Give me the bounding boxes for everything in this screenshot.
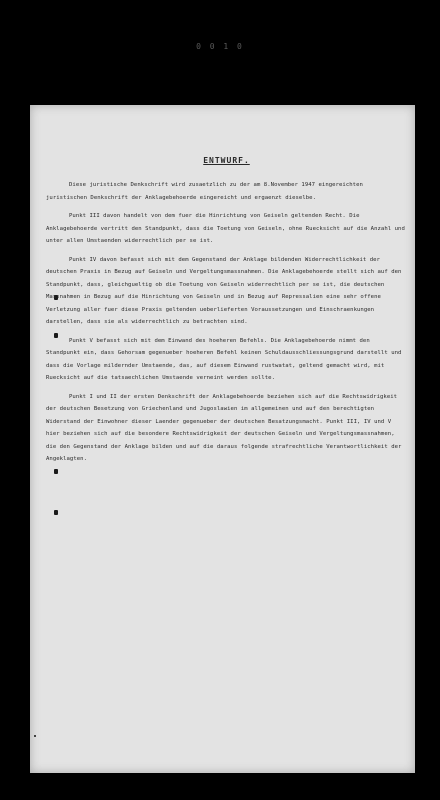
paragraph-3: Punkt IV davon befasst sich mit dem Gegenstand der Anklage bildenden Widerrechtlichkeit der deutschen Praxis in Bezug auf Geiseln und Vergeltungsmassnahmen. Die Anklagebehoerde stellt sich auf den Standpunkt, dass, gleichgueltig ob die Toetung von Geiseln widerrechtlich per se ist, die deutschen Massnahmen in Bezug auf die Hinrichtung von Geiseln und in Bezug auf Repressalien eine sehr offene Verletzung aller fuer diese Praxis geltenden ueberlieferten Voraussetzungen und Einschraenkungen darstellen, dass sie als widerrechtlich zu betrachten sind.: [46, 256, 402, 325]
document-body: [46, 119, 407, 472]
frame-reference: 0 0 1 0: [196, 42, 244, 51]
paragraph-4: Punkt V befasst sich mit dem Einwand des hoeheren Befehls. Die Anklagebehoerde nimmt den Standpunkt ein, dass Gehorsam gegenueber hoeheren Befehl keinen Schuldausschliessungsgrund darstellt und dass die Vorlage mildernder Umstaende, das, auf diesem Einwand rustwatat, geltend gemacht wird, mit Ruecksicht auf die tatsaechlichen Umstaende verneint werden sollte.: [46, 337, 402, 381]
page-speck: [34, 735, 36, 737]
paragraph-1: Diese juristische Denkschrift wird zusaetzlich zu der am 8.November 1947 eingereichten juristischen Denkschrift der Anklagebehoerde eingereicht und ergaenzt dieselbe.: [46, 182, 363, 201]
document-heading: ENTWURF.: [203, 156, 250, 165]
punch-hole: [54, 510, 58, 515]
paragraph-2: Punkt III davon handelt von dem fuer die Hinrichtung von Geiseln geltenden Recht. Die Anklagebehoerde vertritt den Standpunkt, dass die Toetung von Geiseln, ohne Ruecksicht auf die Anzahl und unter allen Umstaenden widerrechtlich per se ist.: [46, 213, 405, 244]
document-page: [30, 105, 415, 773]
paragraph-5: Punkt I und II der ersten Denkschrift der Anklagebehoerde beziehen sich auf die Rechtswidrigkeit der deutschen Besetzung von Griechenland und Jugoslawien im allgemeinen und auf den berechtigten Widerstand der Einwohner dieser Laender gegenueber der deutschen Besatzungsmacht. Punkt III, IV und V hier beziehen sich auf die besondere Rechtswidrigkeit der deutschen Geiseln und Vergeltungsmassnahmen, die den Gegenstand der Anklage bilden und auf die daraus folgende strafrechtliche Verantwortlichkeit der Angeklagten.: [46, 393, 402, 462]
